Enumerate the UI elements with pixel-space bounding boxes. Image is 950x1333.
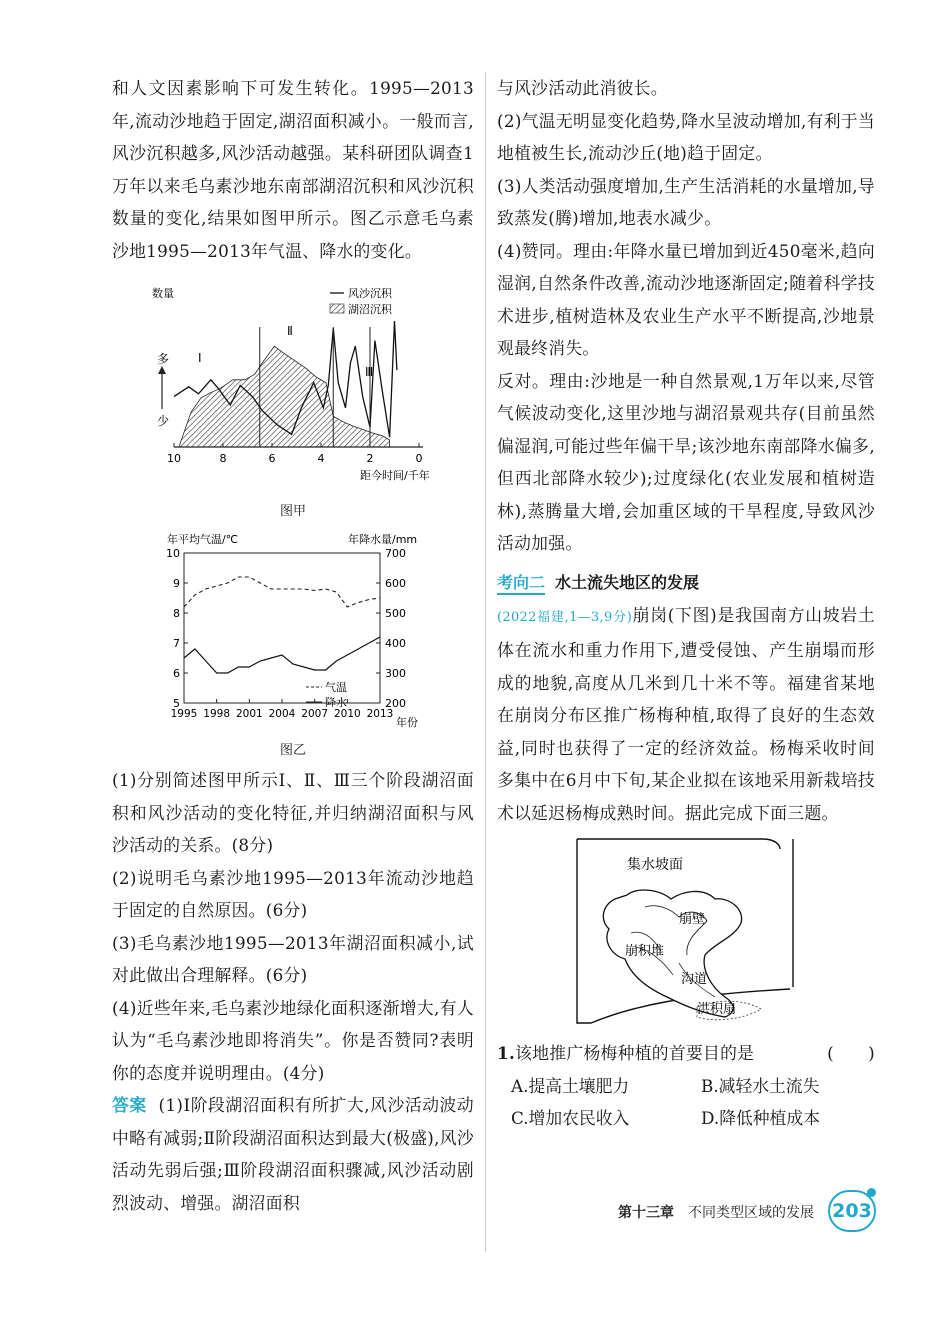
fig-a-x-tick-label: 0	[415, 452, 423, 465]
section-title: 水土流失地区的发展	[555, 572, 700, 592]
option-c: C.增加农民收入	[511, 1108, 630, 1128]
fig-b-left-tick-label: 8	[173, 607, 180, 620]
figure-b-caption: 图乙	[279, 743, 306, 758]
fig-b-x-tick-label: 1998	[203, 708, 231, 720]
fig-b-left-tick-label: 10	[166, 547, 180, 560]
answer-1-continued: 与风沙活动此消彼长。	[497, 78, 668, 98]
page-footer	[560, 1190, 880, 1230]
fig-b-x-tick-label: 1995	[170, 708, 198, 720]
section-tag: 考向二	[497, 573, 545, 595]
figure-a-chart	[112, 277, 474, 492]
fig-a-x-tick-label: 2	[366, 452, 374, 465]
option-b: B.减轻水土流失	[701, 1075, 820, 1096]
mc-question-number: 1.	[497, 1043, 516, 1063]
fig-a-legend-hatch: 湖沼沉积	[348, 303, 392, 316]
figure-a-caption: 图甲	[279, 504, 306, 519]
mc-question-text: 该地推广杨梅种植的首要目的是	[515, 1043, 755, 1063]
fig-b-frame	[184, 553, 380, 703]
fig-b-right-tick-label: 500	[385, 607, 406, 620]
diagram-fan-label: 洪积扇	[697, 1002, 737, 1017]
answer-label: 答案	[112, 1095, 147, 1115]
diagram-pile-label: 崩积堆	[625, 944, 665, 959]
fig-b-left-tick-label: 5	[173, 697, 180, 710]
benggang-svg	[575, 837, 795, 1033]
fig-b-x-tick-label: 2004	[268, 708, 296, 720]
footer-text	[618, 1202, 814, 1222]
fig-b-right-tick-label: 600	[385, 577, 406, 590]
intro-paragraph: 和人文因素影响下可发生转化。1995—2013年,流动沙地趋于固定,湖沼面积减小。一般而言,风沙沉积越多,风沙活动越强。某科研团队调查1万年以来毛乌素沙地东南部湖沼沉积和风沙沉积数量的变化,结果如图甲所示。图乙示意毛乌素沙地1995—2013年气温、降水的变化。	[112, 78, 474, 261]
fig-b-right-tick-label: 300	[385, 667, 406, 680]
fig-a-more: 多	[157, 352, 170, 366]
fig-a-y-label: 数量	[152, 287, 174, 300]
fig-b-precipitation-line	[184, 637, 380, 673]
answer-1-text: (1)Ⅰ阶段湖沼面积有所扩大,风沙活动波动中略有减弱;Ⅱ阶段湖沼面积达到最大(极盛),风沙活动先弱后强;Ⅲ阶段湖沼面积骤减,风沙活动剧烈波动、增强。湖沼面积	[112, 1095, 474, 1213]
question-3: (3)毛乌素沙地1995—2013年湖沼面积减小,试对此做出合理解释。(6分)	[112, 932, 474, 985]
fig-a-x-tick-label: 4	[317, 452, 325, 465]
fig-a-stage-3: Ⅲ	[365, 365, 374, 379]
figure-a	[112, 277, 474, 519]
answer-3: (3)人类活动强度增加,生产生活消耗的水量增加,导致蒸发(腾)增加,地表水减少。	[497, 175, 875, 228]
answer-1-paragraph	[112, 1089, 474, 1219]
fig-b-right-tick-label: 200	[385, 697, 406, 710]
fig-a-stage-2: Ⅱ	[287, 324, 293, 338]
fig-a-x-tick-label: 10	[167, 452, 181, 465]
answer-2: (2)气温无明显变化趋势,降水呈波动增加,有利于当地植被生长,流动沙丘(地)趋于固定。	[497, 110, 875, 163]
fig-b-x-tick-label: 2013	[366, 708, 394, 720]
source-tag: (2022福建,1—3,9分)	[497, 609, 633, 625]
question-1: (1)分别简述图甲所示Ⅰ、Ⅱ、Ⅲ三个阶段湖沼面积和风沙活动的变化特征,并归纳湖沼面积与风沙活动的关系。(8分)	[112, 770, 474, 855]
fig-a-legend-line: 风沙沉积	[348, 287, 392, 300]
fig-a-less: 少	[157, 414, 170, 428]
fig-a-x-label: 距今时间/千年	[360, 469, 430, 482]
answer-4-disagree: 反对。理由:沙地是一种自然景观,1万年以来,尽管气候波动变化,这里沙地与湖沼景观共存(目前虽然偏湿润,可能过些年偏干旱;该沙地东南部降水偏多,但西北部降水较少);过度绿化(农业发展和植树造林),蒸腾量大增,会加重区域的干旱程度,导致风沙活动加强。	[497, 370, 875, 553]
mc-question	[497, 1037, 875, 1070]
fig-b-y-right-label: 年降水量/mm	[348, 533, 418, 546]
left-column	[112, 72, 474, 1219]
option-a: A.提高土壤肥力	[511, 1075, 630, 1096]
column-divider	[485, 72, 486, 1252]
diagram-gully-label: 沟道	[681, 972, 708, 987]
fig-b-x-tick-label: 2010	[333, 708, 361, 720]
answer-4-agree: (4)赞同。理由:年降水量已增加到近450毫米,趋向湿润,自然条件改善,流动沙地逐渐固定;随着科学技术进步,植树造林及农业生产水平不断提高,沙地景观最终消失。	[497, 240, 875, 358]
fig-a-arrow-head	[158, 366, 166, 374]
fig-b-right-tick-label: 400	[385, 637, 406, 650]
section-heading	[497, 570, 875, 593]
option-d: D.降低种植成本	[701, 1108, 820, 1128]
diagram-wall-label: 崩壁	[679, 912, 706, 927]
mc-answer-blank: ( )	[827, 1043, 875, 1063]
figure-b	[112, 531, 474, 758]
fig-a-legend-hatch-swatch	[330, 304, 344, 313]
mc-options	[497, 1070, 875, 1135]
diagram-top-label: 集水坡面	[627, 857, 683, 873]
fig-b-right-tick-label: 700	[385, 547, 406, 560]
question-4: (4)近些年来,毛乌素沙地绿化面积逐渐增大,有人认为“毛乌素沙地即将消失”。你是否赞同?表明你的态度并说明理由。(4分)	[112, 997, 474, 1083]
fig-a-x-tick-label: 6	[268, 452, 276, 465]
page-number: 203	[828, 1190, 876, 1232]
fig-a-x-tick-label: 8	[219, 452, 227, 465]
fig-b-left-tick-label: 6	[173, 667, 180, 680]
fig-b-x-tick-label: 2001	[235, 708, 263, 720]
page-dot	[867, 1188, 876, 1197]
question-2: (2)说明毛乌素沙地1995—2013年流动沙地趋于固定的自然原因。(6分)	[112, 867, 474, 920]
fig-b-left-tick-label: 9	[173, 577, 180, 590]
benggang-diagram	[575, 837, 795, 1033]
fig-b-temperature-line	[184, 577, 380, 607]
footer-chapter: 第十三章	[618, 1205, 674, 1221]
fig-b-legend-prec: 降水	[325, 696, 347, 709]
fig-b-legend-temp: 气温	[325, 681, 347, 694]
passage-text: 崩岗(下图)是我国南方山坡岩土体在流水和重力作用下,遭受侵蚀、产生崩塌而形成的地貌,高度从几米到几十米不等。福建省某地在崩岗分布区推广杨梅种植,取得了良好的生态效益,同时也获得了一定的经济效益。杨梅采收时间多集中在6月中下旬,某企业拟在该地采用新栽培技术以延迟杨梅成熟时间。据此完成下面三题。	[497, 604, 875, 823]
right-column	[497, 72, 875, 1135]
footer-title: 不同类型区域的发展	[688, 1205, 814, 1221]
fig-b-x-tick-label: 2007	[301, 708, 329, 720]
fig-b-y-left-label: 年平均气温/℃	[167, 533, 239, 546]
fig-b-x-unit: 年份	[396, 716, 418, 729]
figure-b-chart	[112, 531, 474, 731]
passage	[497, 599, 875, 830]
fig-b-left-tick-label: 7	[173, 637, 180, 650]
fig-a-stage-1: Ⅰ	[198, 351, 202, 365]
